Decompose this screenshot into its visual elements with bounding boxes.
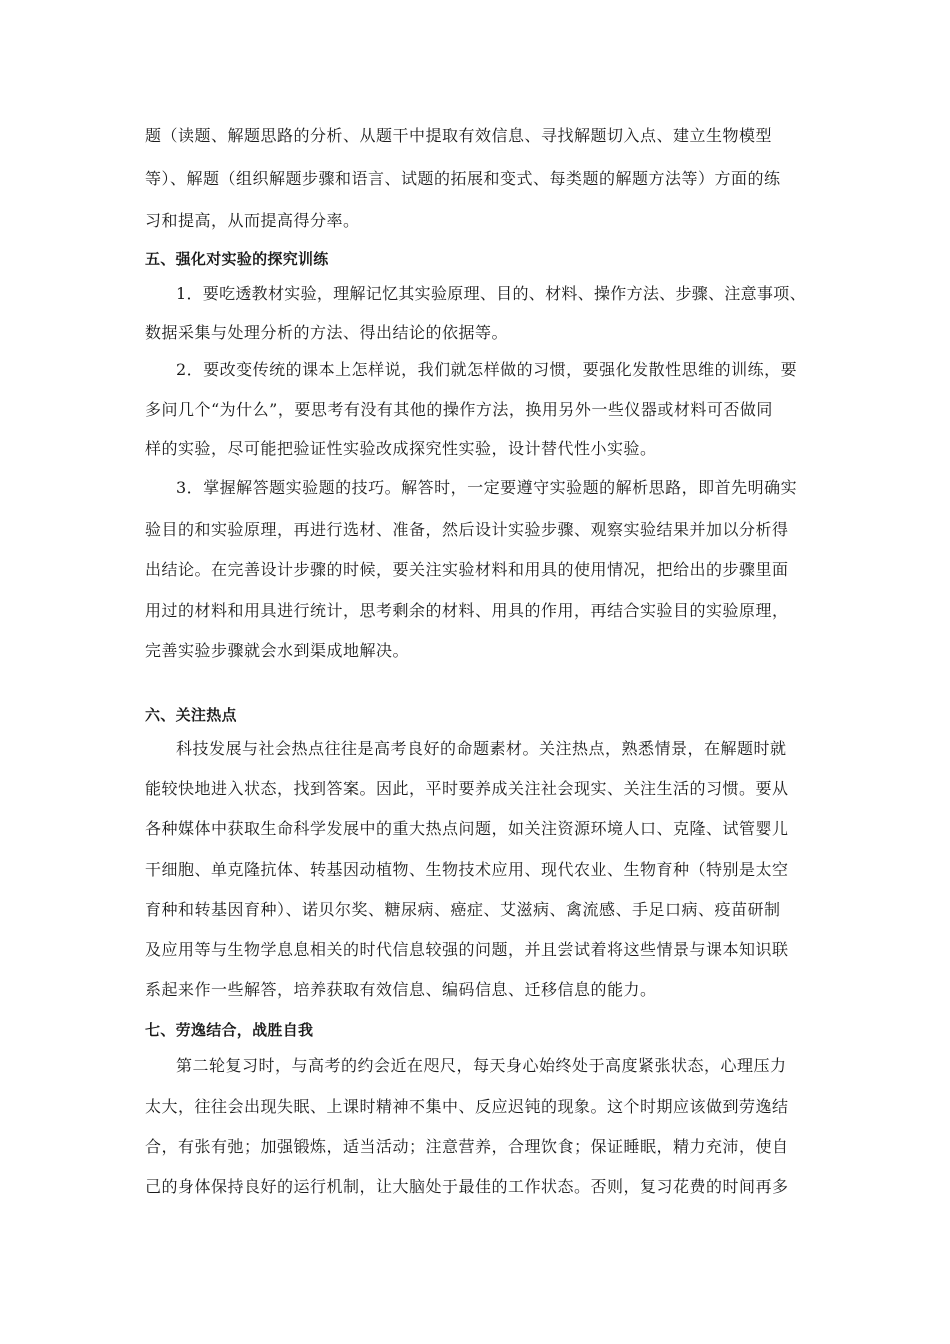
body-text-line: 验目的和实验原理，再进行选材、准备，然后设计实验步骤、观察实验结果并加以分析得 xyxy=(145,520,789,539)
body-text-line: 用过的材料和用具进行统计，思考剩余的材料、用具的作用，再结合实验目的实验原理， xyxy=(145,601,789,620)
body-text-line: 第二轮复习时，与高考的约会近在咫尺，每天身心始终处于高度紧张状态，心理压力 xyxy=(176,1056,787,1075)
body-text-line: 多问几个“为什么”，要思考有没有其他的操作方法，换用另外一些仪器或材料可否做同 xyxy=(145,400,773,419)
section-heading-6: 六、关注热点 xyxy=(145,706,237,724)
section-heading-5: 五、强化对实验的探究训练 xyxy=(145,250,329,268)
body-text-line: 完善实验步骤就会水到渠成地解决。 xyxy=(145,641,410,660)
body-text-line: 出结论。在完善设计步骤的时候，要关注实验材料和用具的使用情况，把给出的步骤里面 xyxy=(145,560,789,579)
body-text-line: 1．要吃透教材实验，理解记忆其实验原理、目的、材料、操作方法、步骤、注意事项、 xyxy=(176,284,806,303)
body-text-line: 己的身体保持良好的运行机制，让大脑处于最佳的工作状态。否则，复习花费的时间再多 xyxy=(145,1177,789,1196)
body-text-line: 及应用等与生物学息息相关的时代信息较强的问题，并且尝试着将这些情景与课本知识联 xyxy=(145,940,789,959)
body-text-line: 系起来作一些解答，培养获取有效信息、编码信息、迁移信息的能力。 xyxy=(145,980,657,999)
body-text-line: 科技发展与社会热点往往是高考良好的命题素材。关注热点，熟悉情景，在解题时就 xyxy=(176,739,787,758)
body-text-line: 样的实验，尽可能把验证性实验改成探究性实验，设计替代性小实验。 xyxy=(145,439,657,458)
body-text-line: 育种和转基因育种）、诺贝尔奖、糖尿病、癌症、艾滋病、禽流感、手足口病、疫苗研制 xyxy=(145,900,781,919)
body-text-line: 各种媒体中获取生命科学发展中的重大热点问题，如关注资源环境人口、克隆、试管婴儿 xyxy=(145,819,789,838)
body-text-line: 2．要改变传统的课本上怎样说，我们就怎样做的习惯，要强化发散性思维的训练，要 xyxy=(176,360,798,379)
body-text-line: 等）、解题（组织解题步骤和语言、试题的拓展和变式、每类题的解题方法等）方面的练 xyxy=(145,169,781,188)
body-text-line: 干细胞、单克隆抗体、转基因动植物、生物技术应用、现代农业、生物育种（特别是太空 xyxy=(145,860,789,879)
body-text-line: 习和提高，从而提高得分率。 xyxy=(145,211,360,230)
body-text-line: 题（读题、解题思路的分析、从题干中提取有效信息、寻找解题切入点、建立生物模型 xyxy=(145,126,773,145)
body-text-line: 合，有张有弛；加强锻炼，适当活动；注意营养，合理饮食；保证睡眠，精力充沛，使自 xyxy=(145,1137,789,1156)
body-text-line: 数据采集与处理分析的方法、得出结论的依据等。 xyxy=(145,323,509,342)
body-text-line: 3．掌握解答题实验题的技巧。解答时，一定要遵守实验题的解析思路，即首先明确实 xyxy=(176,478,798,497)
section-heading-7: 七、劳逸结合，战胜自我 xyxy=(145,1021,314,1039)
body-text-line: 太大，往往会出现失眠、上课时精神不集中、反应迟钝的现象。这个时期应该做到劳逸结 xyxy=(145,1097,789,1116)
body-text-line: 能较快地进入状态，找到答案。因此，平时要养成关注社会现实、关注生活的习惯。要从 xyxy=(145,779,789,798)
